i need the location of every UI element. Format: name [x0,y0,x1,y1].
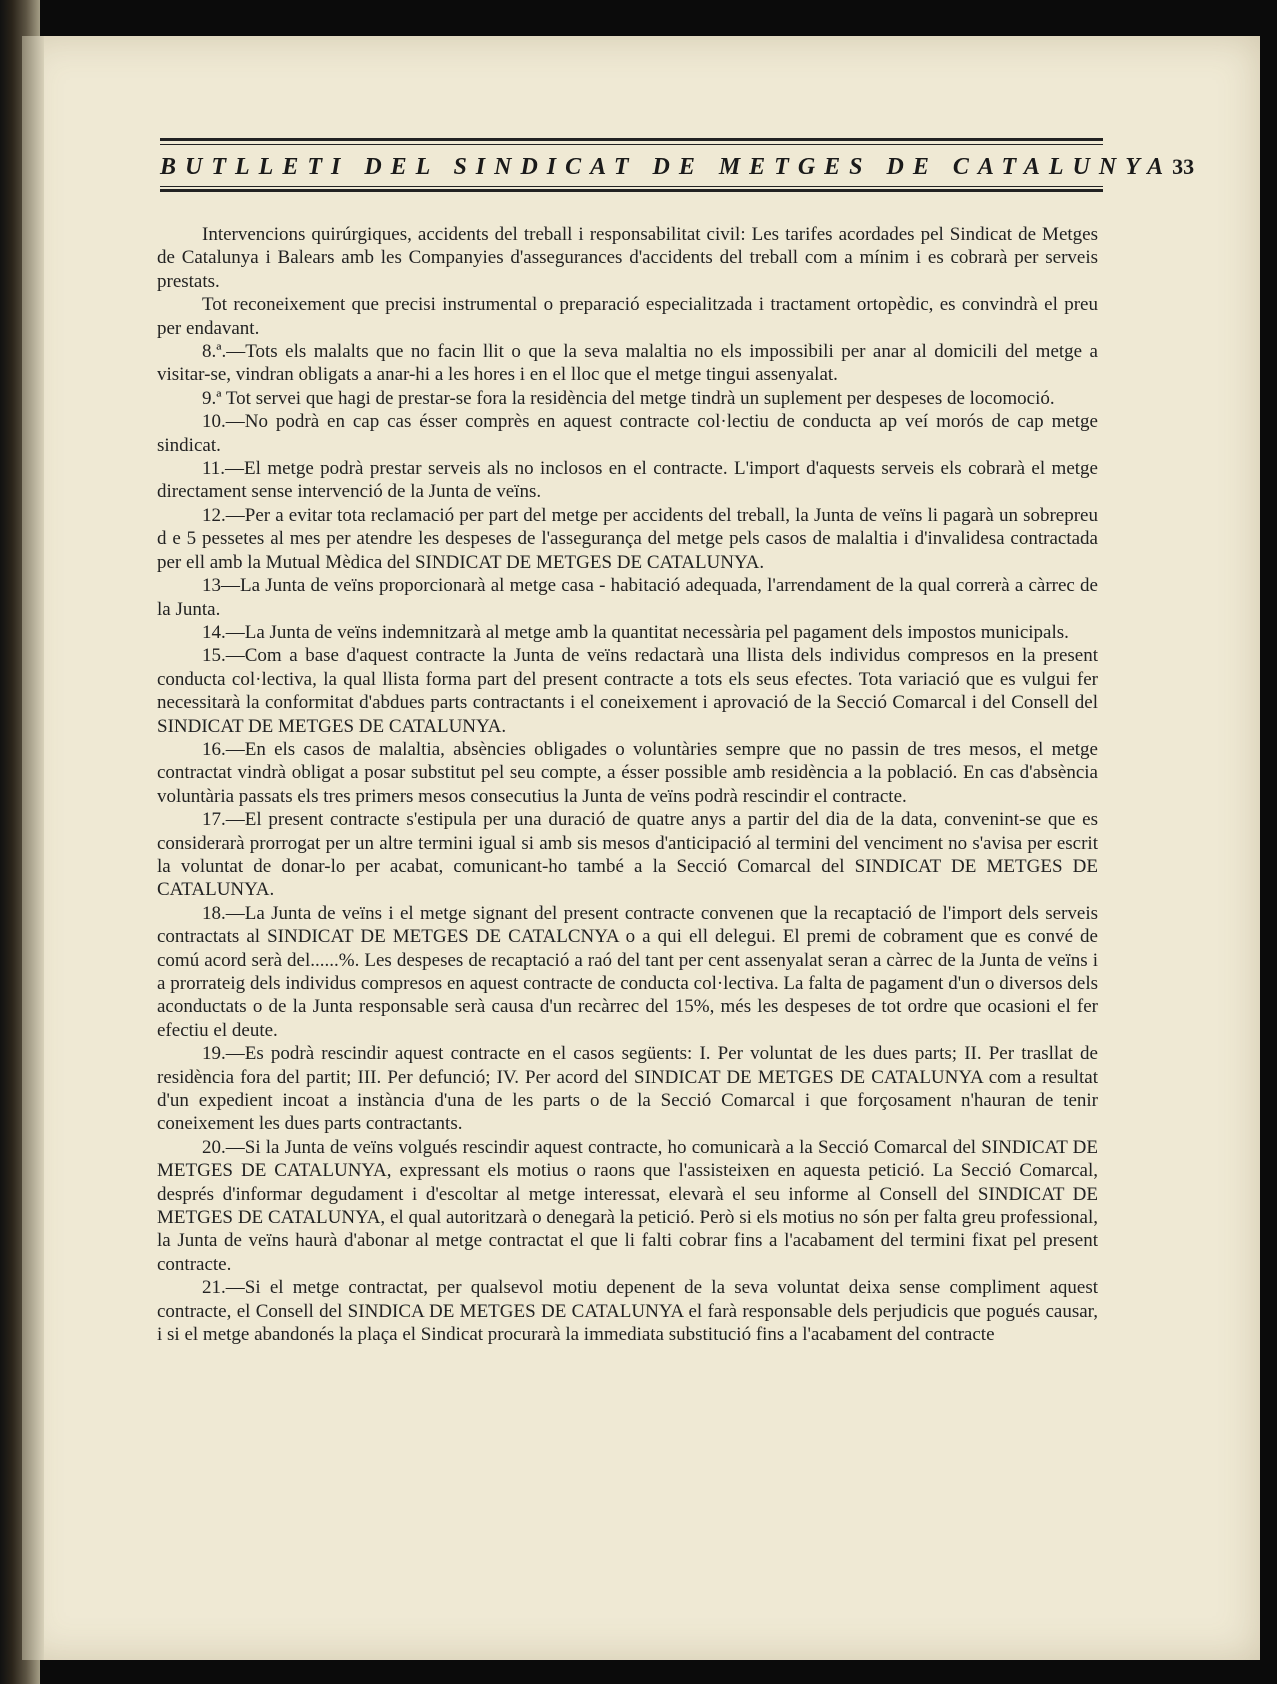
paragraph: Tot reconeixement que precisi instrumental o preparació especialitzada i tractament ortopèdic, es convindrà el preu per endavant. [157,294,1098,339]
paragraph: 16.—En els casos de malaltia, absències obligades o voluntàries sempre que no passin de tres mesos, el metge contractat vindrà obligat a posar substitut pel seu compte, a ésser possible amb residència a la població. En cas d'absència voluntària passats els tres primers mesos consecutius la Junta de veïns podrà rescindir el contracte. [157,738,1098,807]
journal-title: BUTLLETI DEL SINDICAT DE METGES DE CATALUNYA [160,153,1173,180]
running-header [160,138,1195,194]
paragraph: 14.—La Junta de veïns indemnitzarà al metge amb la quantitat necessària pel pagament dels impostos municipals. [202,621,1069,643]
paragraph: 10.—No podrà en cap cas ésser comprès en aquest contracte col·lectiu de conducta ap veí morós de cap metge sindicat. [157,411,1098,456]
page-gutter-shadow [22,36,44,1660]
header-rule-top-thin [160,144,1103,145]
body-text [157,223,1098,1347]
paragraph: 13—La Junta de veïns proporcionarà al metge casa - habitació adequada, l'arrendament de la qual correrà a càrrec de la Junta. [157,575,1098,620]
page-number: 33 [1172,154,1195,179]
header-rule-bottom [160,189,1103,192]
header-rule-bottom-thin [160,186,1103,187]
paragraph: 17.—El present contracte s'estipula per una duració de quatre anys a partir del dia de la data, convenint-se que es considerarà prorrogat per un altre termini igual si amb sis mesos d'anticipació al termini del venciment no s'avisa per escrit la voluntat de donar-lo per acabat, comunicant-ho també a la Secció Comarcal del SINDICAT DE METGES DE CATALUNYA. [157,809,1098,901]
paragraph: Intervencions quirúrgiques, accidents del treball i responsabilitat civil: Les tarifes acordades pel Sindicat de Metges de Catalunya i Balears amb les Companyies d'assegurances d'accidents del treball com a mínim i es cobrarà per serveis prestats. [157,224,1098,292]
paragraph: 8.ª.—Tots els malalts que no facin llit o que la seva malaltia no els impossibili per anar al domicili del metge a visitar-se, vindran obligats a anar-hi a les hores i en el lloc que el metge tingui assenyalat. [157,341,1098,386]
paragraph: 15.—Com a base d'aquest contracte la Junta de veïns redactarà una llista dels individus compresos en la present conducta col·lectiva, la qual llista forma part del present contracte a tots els seus efectes. Tota variació que es vulgui fer necessitarà la conformitat d'abdues parts contractants i el coneixement i aprovació de la Secció Comarcal i del Consell del SINDICAT DE METGES DE CATALUNYA. [157,645,1098,737]
paragraph: 19.—Es podrà rescindir aquest contracte en el casos següents: I. Per voluntat de les dues parts; II. Per trasllat de residència fora del partit; III. Per defunció; IV. Per acord del SINDICAT DE METGES DE CATALUNYA com a resultat d'un expedient incoat a instància d'una de les parts o de la Secció Comarcal i que forçosament n'hauran de tenir coneixement les dues parts contractants. [157,1043,1098,1135]
paragraph: 12.—Per a evitar tota reclamació per part del metge per accidents del treball, la Junta de veïns li pagarà un sobrepreu d e 5 pessetes al mes per atendre les despeses de l'assegurança del metge pels casos de malaltia i d'invalidesa contractada per ell amb la Mutual Mèdica del SINDICAT DE METGES DE CATALUNYA. [157,504,1098,573]
paragraph: 9.ª Tot servei que hagi de prestar-se fora la residència del metge tindrà un suplement per despeses de locomoció. [202,387,1055,409]
header-row [160,151,1195,183]
paragraph: 21.—Si el metge contractat, per qualsevol motiu depenent de la seva voluntat deixa sense compliment aquest contracte, el Consell del SINDICA DE METGES DE CATALUNYA el farà responsable dels perjudicis que pogués causar, i si el metge abandonés la plaça el Sindicat procurarà la immediata substitució fins a l'acabament del contracte [157,1277,1098,1346]
paragraph: 20.—Si la Junta de veïns volgués rescindir aquest contracte, ho comunicarà a la Secció Comarcal del SINDICAT DE METGES DE CATALUNYA, expressant els motius o raons que l'assisteixen en aquesta petició. La Secció Comarcal, després d'informar degudament i d'escoltar al metge interessat, elevarà el seu informe al Consell del SINDICAT DE METGES DE CATALUNYA, el qual autoritzarà o denegarà la petició. Però si els motius no són per falta greu professional, la Junta de veïns haurà d'abonar al metge contractat el que li falti cobrar fins a l'acabament del termini fixat pel present contracte. [157,1136,1098,1275]
paragraph: 18.—La Junta de veïns i el metge signant del present contracte convenen que la recaptació de l'import dels serveis contractats al SINDICAT DE METGES DE CATALCNYA o a qui ell delegui. El premi de cobrament que es convé de comú acord serà del......%. Les despeses de recaptació a raó del tant per cent assenyalat seran a càrrec de la Junta de veïns i a prorrateig dels individus compresos en aquest contracte de conducta col·lectiva. La falta de pagament d'un o diversos dels aconductats o de la Junta responsable serà causa d'un recàrrec del 15%, més les despeses de tot ordre que ocasioni el fer efectiu el deute. [157,902,1098,1041]
header-rule-top [160,138,1103,141]
paragraph: 11.—El metge podrà prestar serveis als no inclosos en el contracte. L'import d'aquests serveis els cobrarà el metge directament sense intervenció de la Junta de veïns. [157,458,1098,503]
